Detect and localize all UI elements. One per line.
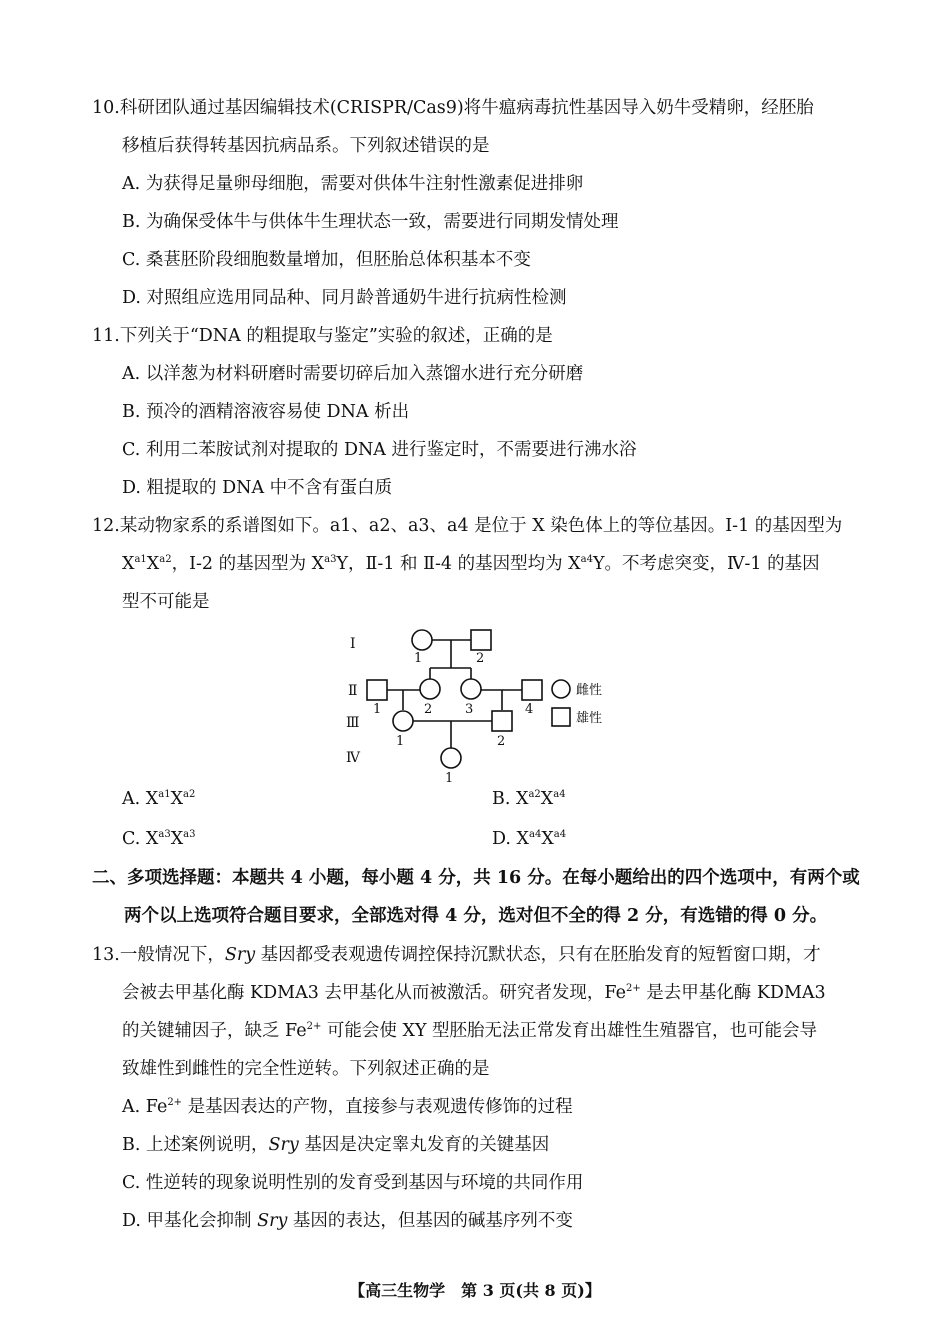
q13-option-b: B. 上述案例说明，Sry 基因是决定睾丸发育的关键基因 xyxy=(122,1135,550,1155)
pedigree-III2-male xyxy=(492,711,512,731)
q11-option-c: C. 利用二苯胺试剂对提取的 DNA 进行鉴定时，不需要进行沸水浴 xyxy=(122,440,637,460)
q10-stem-line1: 10.科研团队通过基因编辑技术(CRISPR/Cas9)将牛瘟病毒抗性基因导入奶牛受精卵，经胚胎 xyxy=(92,98,814,118)
pedigree-chart xyxy=(330,620,630,790)
q10-stem-line2: 移植后获得转基因抗病品系。下列叙述错误的是 xyxy=(122,136,490,156)
q12-option-b: B. $X^{a2}X^{a4}$ xyxy=(492,789,566,809)
q12-option-d: D. $X^{a4}X^{a4}$ xyxy=(492,829,567,849)
generation-label-I: Ⅰ xyxy=(350,636,356,652)
q13-stem-line2: 会被去甲基化酶 KDMA3 去甲基化从而被激活。研究者发现，$Fe^{2+}$ 是去甲基化酶 KDMA3 xyxy=(122,983,826,1003)
q13-stem-line1: 13.一般情况下，Sry 基因都受表观遗传调控保持沉默状态，只有在胚胎发育的短暂窗口期，才 xyxy=(92,945,821,965)
q11-stem: 11.下列关于“DNA 的粗提取与鉴定”实验的叙述，正确的是 xyxy=(92,326,553,346)
legend-female-symbol xyxy=(552,680,570,698)
q12-stem-line3: 型不可能是 xyxy=(122,592,210,612)
q13-stem-line4: 致雄性到雌性的完全性逆转。下列叙述正确的是 xyxy=(122,1059,490,1079)
generation-label-IV: Ⅳ xyxy=(346,750,360,766)
q10-option-d: D. 对照组应选用同品种、同月龄普通奶牛进行抗病性检测 xyxy=(122,288,567,308)
num-II1: 1 xyxy=(373,702,382,717)
q11-option-d: D. 粗提取的 DNA 中不含有蛋白质 xyxy=(122,478,393,498)
q13-option-d: D. 甲基化会抑制 Sry 基因的表达，但基因的碱基序列不变 xyxy=(122,1211,573,1231)
num-I1: 1 xyxy=(414,651,423,666)
section2-header-line2: 两个以上选项符合题目要求，全部选对得 4 分，选对但不全的得 2 分，有选错的得 0 分。 xyxy=(124,906,828,926)
pedigree-I2-male xyxy=(471,630,491,650)
q10-option-c: C. 桑葚胚阶段细胞数量增加，但胚胎总体积基本不变 xyxy=(122,250,531,270)
q13-option-c: C. 性逆转的现象说明性别的发育受到基因与环境的共同作用 xyxy=(122,1173,584,1193)
q12-stem-line2: $X^{a1}X^{a2}$，Ⅰ-2 的基因型为 $X^{a3}Y$，Ⅱ-1 和 Ⅱ-4 的基因型均为 $X^{a4}Y$。不考虑突变，Ⅳ-1 的基因 xyxy=(122,554,820,574)
pedigree-II3-female xyxy=(461,679,481,699)
q13-option-a: A. $Fe^{2+}$ 是基因表达的产物，直接参与表观遗传修饰的过程 xyxy=(122,1097,573,1117)
legend-male-symbol xyxy=(552,708,570,726)
q12-stem-line1: 12.某动物家系的系谱图如下。a1、a2、a3、a4 是位于 X 染色体上的等位基因。Ⅰ-1 的基因型为 xyxy=(92,516,843,536)
q10-option-b: B. 为确保受体牛与供体牛生理状态一致，需要进行同期发情处理 xyxy=(122,212,619,232)
num-IV1: 1 xyxy=(445,771,454,786)
page-footer: 【高三生物学 第 3 页(共 8 页)】 xyxy=(349,1281,601,1300)
legend-female-label: 雌性 xyxy=(576,683,603,698)
section2-header-line1: 二、多项选择题：本题共 4 小题，每小题 4 分，共 16 分。在每小题给出的四个选项中，有两个或 xyxy=(92,868,860,888)
num-III2: 2 xyxy=(497,734,506,749)
generation-label-II: Ⅱ xyxy=(348,683,358,699)
legend-male-label: 雄性 xyxy=(576,711,603,726)
q11-option-a: A. 以洋葱为材料研磨时需要切碎后加入蒸馏水进行充分研磨 xyxy=(122,364,584,384)
generation-label-III: Ⅲ xyxy=(346,715,360,731)
pedigree-I1-female xyxy=(412,630,432,650)
q13-stem-line3: 的关键辅因子，缺乏 $Fe^{2+}$ 可能会使 XY 型胚胎无法正常发育出雄性生殖器官，也可能会导 xyxy=(122,1021,818,1041)
q12-option-c: C. $X^{a3}X^{a3}$ xyxy=(122,829,196,849)
num-II4: 4 xyxy=(525,702,534,717)
q11-option-b: B. 预冷的酒精溶液容易使 DNA 析出 xyxy=(122,402,410,422)
pedigree-II4-male xyxy=(522,680,542,700)
num-III1: 1 xyxy=(396,734,405,749)
pedigree-II1-male xyxy=(367,680,387,700)
num-II2: 2 xyxy=(424,702,433,717)
num-II3: 3 xyxy=(465,702,474,717)
q12-option-a: A. $X^{a1}X^{a2}$ xyxy=(122,789,196,809)
num-I2: 2 xyxy=(476,651,485,666)
pedigree-II2-female xyxy=(420,679,440,699)
pedigree-III1-female xyxy=(393,711,413,731)
pedigree-IV1-female xyxy=(441,748,461,768)
q10-option-a: A. 为获得足量卵母细胞，需要对供体牛注射性激素促进排卵 xyxy=(122,174,584,194)
